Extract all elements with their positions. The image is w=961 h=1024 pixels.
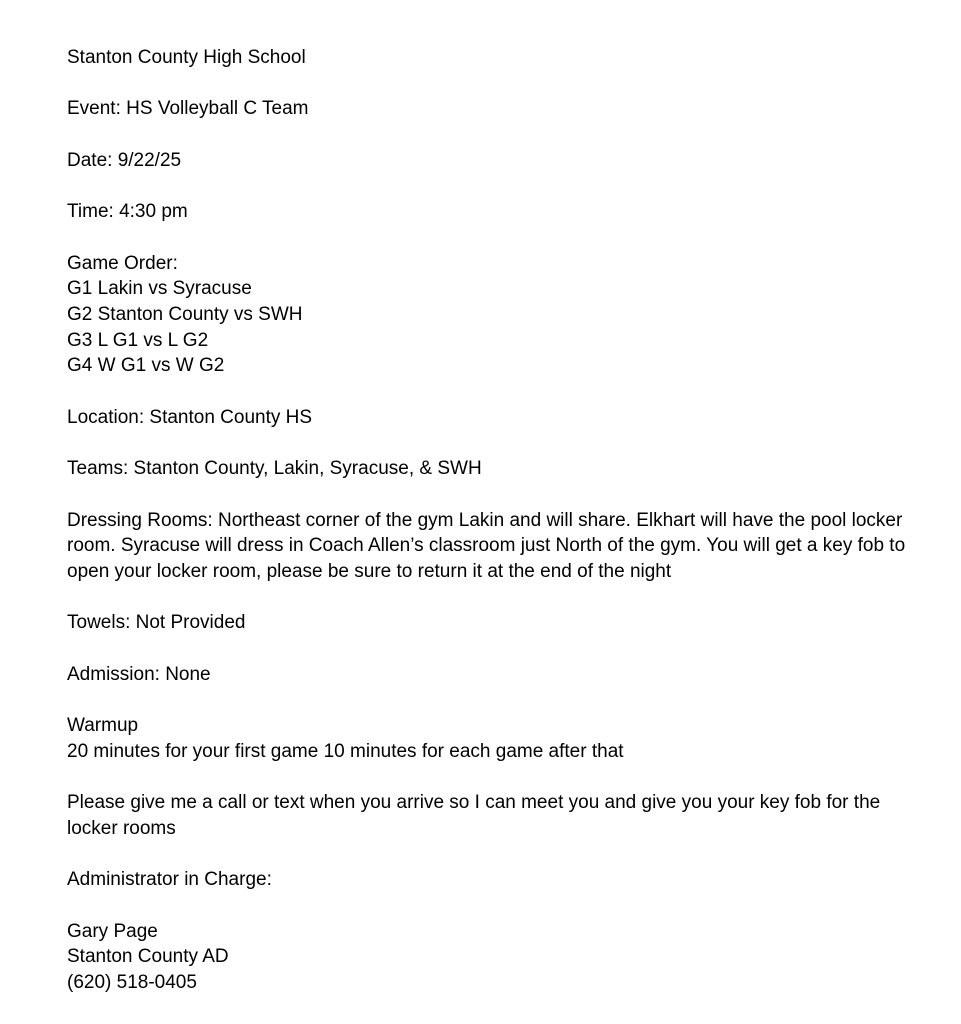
teams-line: Teams: Stanton County, Lakin, Syracuse, & SWH <box>67 458 482 480</box>
warmup-detail: 20 minutes for your first game 10 minutes for each game after that <box>67 740 624 762</box>
date-line: Date: 9/22/25 <box>67 149 182 171</box>
game-order-item: G4 W G1 vs W G2 <box>67 355 225 377</box>
contact-name: Gary Page <box>67 920 158 942</box>
contact-phone: (620) 518-0405 <box>67 972 197 994</box>
game-order-item: G2 Stanton County vs SWH <box>67 303 303 325</box>
warmup-heading: Warmup <box>67 715 139 737</box>
time-line: Time: 4:30 pm <box>67 201 188 223</box>
admission-line: Admission: None <box>67 663 211 685</box>
contact-title: Stanton County AD <box>67 946 229 968</box>
dressing-rooms-paragraph: Dressing Rooms: Northeast corner of the gym Lakin and will share. Elkhart will have the pool locker room. Syracuse will dress in Coach Allen’s classroom just North of the gym. You will get a key fob to open your locker room, please be sure to return it at the end of the night <box>67 509 906 582</box>
document-body <box>67 45 907 996</box>
event-line: Event: HS Volleyball C Team <box>67 98 309 120</box>
game-order-item: G3 L G1 vs L G2 <box>67 329 209 351</box>
location-line: Location: Stanton County HS <box>67 406 313 428</box>
arrival-note: Please give me a call or text when you arrive so I can meet you and give you your key fob for the locker rooms <box>67 792 881 839</box>
game-order-heading: Game Order: <box>67 252 178 274</box>
game-order-item: G1 Lakin vs Syracuse <box>67 278 252 300</box>
school-name: Stanton County High School <box>67 47 306 68</box>
administrator-heading: Administrator in Charge: <box>67 869 272 891</box>
towels-line: Towels: Not Provided <box>67 612 246 634</box>
